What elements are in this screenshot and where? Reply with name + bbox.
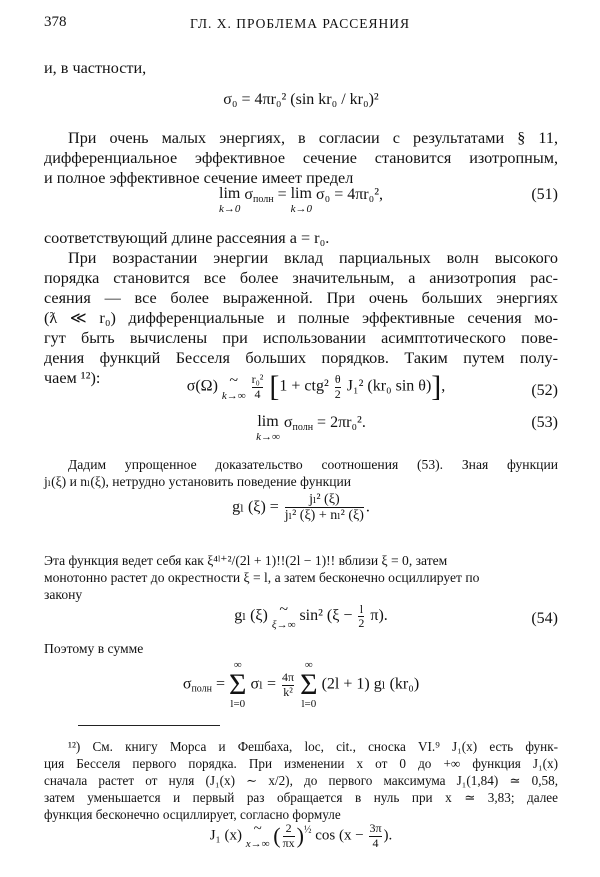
text-line: соответствующий длине рассеяния a = r₀. bbox=[44, 229, 330, 247]
approx-sign: ~ bbox=[279, 601, 288, 618]
fraction-denominator: 4 bbox=[252, 387, 264, 401]
text-line: дения функций Бесселя больших порядков. Таким путем полу- bbox=[44, 349, 558, 367]
text-line: Эта функция ведет себя как ξ⁴ˡ⁺²/(2l + 1)!!(2l − 1)!! вблизи ξ = 0, затем bbox=[44, 553, 448, 568]
approx-sign: ~ bbox=[253, 821, 262, 837]
sum-upper-limit: ∞ bbox=[233, 659, 242, 671]
sigma-symbol: σ bbox=[182, 675, 192, 693]
sum-upper-limit: ∞ bbox=[304, 659, 313, 671]
fraction-denominator: jₗ² (ξ) + nₗ² (ξ) bbox=[284, 508, 364, 524]
text-line: дифференциальное эффективное сечение становится изотропным, bbox=[44, 149, 558, 167]
left-bracket: [ bbox=[269, 370, 280, 403]
text-line: порядка становится все более значительным, а анизотропия рас- bbox=[44, 269, 558, 287]
equation-term: (2l + 1) gₗ (kr₀) bbox=[321, 675, 420, 693]
text-line: При возрастании энергии вклад парциальных волн высокого bbox=[68, 249, 558, 267]
equation-end: . bbox=[365, 498, 370, 516]
equation-sum bbox=[44, 660, 558, 716]
footnote-line: сначала растет от нуля (J₁(x) ∼ x/2), до первого максимума J₁(1,84) ≃ 0,58, bbox=[44, 773, 558, 788]
sigma-subscript: полн bbox=[292, 422, 314, 433]
fraction-numerator: 3π bbox=[369, 821, 382, 836]
equation-52 bbox=[44, 372, 558, 416]
fraction-numerator: 2 bbox=[285, 821, 292, 836]
right-paren: ) bbox=[296, 823, 304, 848]
lim-subscript: k→0 bbox=[218, 203, 241, 215]
sigma-symbol: σ bbox=[244, 186, 253, 203]
equation-rhs: σ₀ = 4πr₀², bbox=[315, 186, 383, 203]
equation-lhs: σ(Ω) bbox=[186, 377, 218, 395]
fraction-denominator: k² bbox=[283, 684, 293, 699]
equation-number: (52) bbox=[531, 382, 558, 399]
footnote-rule bbox=[78, 725, 220, 726]
sigma-subscript: полн bbox=[191, 683, 213, 695]
running-header bbox=[0, 14, 600, 38]
equation-54 bbox=[44, 602, 558, 642]
fraction-denominator: 2 bbox=[358, 616, 365, 630]
right-bracket: ] bbox=[431, 370, 442, 403]
limit-subscript: k→∞ bbox=[221, 389, 246, 402]
text-line: и, в частности, bbox=[44, 59, 147, 77]
footnote-line: ¹²) См. книгу Морса и Фешбаха, loc, cit., сноска VI.⁹ J₁(x) есть функ- bbox=[68, 739, 558, 754]
equation-51 bbox=[44, 186, 558, 222]
footnote-equation bbox=[44, 822, 558, 868]
left-paren: ( bbox=[273, 823, 281, 848]
equation-sigma0: σ₀ = 4πr₀² (sin kr₀ / kr₀)² bbox=[223, 91, 379, 108]
equation-part: ). bbox=[383, 827, 393, 844]
lim-subscript: k→∞ bbox=[256, 431, 280, 443]
equation-part: π). bbox=[366, 607, 388, 625]
equation-number: (53) bbox=[531, 414, 558, 431]
sum-lower-limit: l=0 bbox=[230, 698, 246, 710]
fraction-denominator: 2 bbox=[334, 386, 341, 401]
power: ½ bbox=[303, 824, 312, 836]
sum-lower-limit: l=0 bbox=[301, 698, 317, 710]
text-line: чаем ¹²): bbox=[44, 369, 101, 387]
page-number: 378 bbox=[44, 14, 67, 30]
equation-tail: = 2πr₀². bbox=[313, 414, 366, 431]
sum-symbol: Σ bbox=[229, 668, 247, 701]
equation-end: , bbox=[441, 377, 446, 395]
lim-subscript: k→0 bbox=[290, 203, 312, 215]
lim-operator: lim bbox=[219, 185, 241, 202]
cos-function: cos bbox=[315, 827, 339, 844]
text-line: Поэтому в сумме bbox=[44, 641, 144, 656]
sum-symbol: Σ bbox=[300, 668, 318, 701]
text-line: Дадим упрощенное доказательство соотношения (53). Зная функции bbox=[68, 457, 558, 472]
running-title: ГЛ. X. ПРОБЛЕМА РАССЕЯНИЯ bbox=[190, 16, 410, 31]
text-line: гут быть вычислены при использовании асимптотического пове- bbox=[44, 329, 558, 347]
text-line: и полное эффективное сечение имеет предел bbox=[44, 169, 354, 187]
equation-g bbox=[44, 492, 558, 546]
equation-lhs: gₗ (ξ) = bbox=[232, 498, 283, 516]
fraction-numerator: θ bbox=[334, 372, 341, 387]
footnote-line: функция бесконечно осциллирует, согласно формуле bbox=[44, 807, 341, 822]
equals-sign: = bbox=[212, 675, 230, 693]
text-line: закону bbox=[44, 587, 83, 602]
equation-lhs: gₗ (ξ) bbox=[234, 607, 268, 625]
fraction-numerator: jₗ² (ξ) bbox=[309, 492, 340, 507]
footnote-line: затем уменьшается и первый раз обращается в нуль при x ≃ 3,83; далее bbox=[44, 790, 558, 805]
equation-number: (51) bbox=[531, 186, 558, 203]
equation-body: 1 + ctg² bbox=[279, 377, 333, 395]
equation-term: σₗ = bbox=[250, 675, 281, 693]
sigma-symbol: σ bbox=[283, 414, 293, 431]
limit-subscript: ξ→∞ bbox=[271, 619, 296, 631]
text-line: При очень малых энергиях, в согласии с результатами § 11, bbox=[68, 129, 558, 147]
equation-part: (ξ − bbox=[326, 607, 357, 625]
equals-sign: = bbox=[277, 186, 287, 203]
equation-part: (x − bbox=[338, 827, 368, 844]
limit-subscript: x→∞ bbox=[245, 838, 270, 850]
fraction-denominator: 4 bbox=[369, 836, 381, 850]
approx-sign: ~ bbox=[229, 371, 239, 389]
fraction-numerator: 4π bbox=[282, 670, 295, 685]
fraction-numerator: r₀² bbox=[251, 372, 264, 387]
fraction-denominator: πx bbox=[282, 835, 295, 850]
equation-tail: J₁² (kr₀ sin θ) bbox=[346, 377, 432, 395]
equation-lhs: J₁ (x) bbox=[209, 827, 243, 844]
lim-operator: lim bbox=[257, 413, 279, 430]
text-line: (ƛ ≪ r₀) дифференциальные и полные эффективные сечения мо- bbox=[44, 309, 558, 327]
equation-53 bbox=[44, 414, 558, 446]
text-line: jₗ(ξ) и nₗ(ξ), нетрудно установить поведение функции bbox=[44, 474, 352, 489]
text-line: сеяния — все более выраженной. При очень больших энергиях bbox=[44, 289, 558, 307]
sigma-subscript: полн bbox=[253, 194, 274, 205]
text-line: монотонно растет до окрестности ξ = l, а затем бесконечно осциллирует по bbox=[44, 570, 480, 585]
fraction-numerator: l bbox=[359, 601, 364, 616]
equation-body: sin² bbox=[299, 607, 327, 625]
footnote-line: ция Бесселя первого порядка. При изменении x от 0 до +∞ функция J₁(x) bbox=[44, 756, 558, 771]
equation-number: (54) bbox=[531, 610, 558, 627]
lim-operator: lim bbox=[290, 185, 312, 202]
